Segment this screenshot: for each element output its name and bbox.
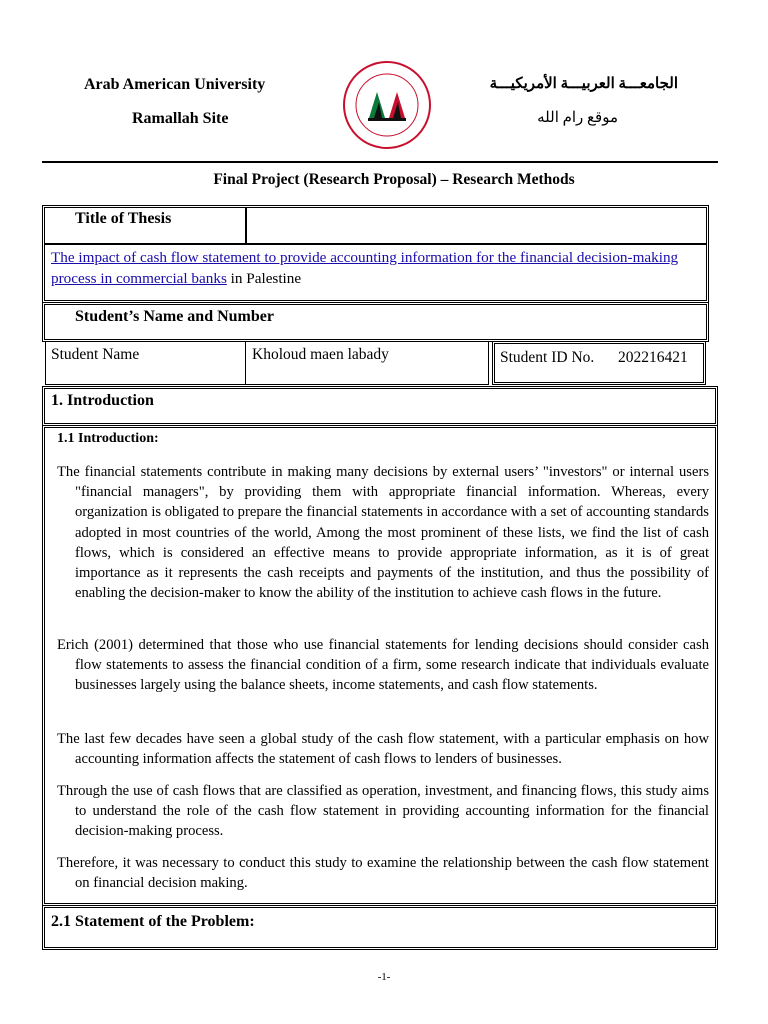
- thesis-label: Title of Thesis: [75, 210, 172, 227]
- introduction-subheading: 1.1 Introduction:: [57, 431, 159, 446]
- intro-paragraph-2: Erich (2001) determined that those who use financial statements for lending decisions should consider cash flow statements to assess the financial condition of a firm, some research indicate that individuals evaluate businesses largely using the balance sheets, income statements, and cash flow statements.: [57, 637, 709, 694]
- project-title: Final Project (Research Proposal) – Research Methods: [213, 171, 575, 188]
- intro-paragraph-1: The financial statements contribute in making many decisions by external users’ "investors" or internal users "financial managers", by providing them with appropriate financial information. Whereas, every organization is obligated to prepare the financial statements in accordance with a set of accounting standards adopted in most countries of the world, Among the most prominent of these lists, we find the list of cash flows, which is considered an effective means to provide appropriate information, as it is of great importance as it represents the cash receipts and payments of the institution, and thus the possibility of enabling the decision-maker to know the ability of the institution to achieve cash flows in the future.: [57, 464, 709, 602]
- student-section-label: Student’s Name and Number: [75, 308, 274, 325]
- thesis-title-link[interactable]: The impact of cash flow statement to provide accounting information for the financial decision-making process in commercial banks: [51, 249, 679, 287]
- university-logo: [341, 60, 433, 150]
- site-name-ar: موقع رام الله: [537, 110, 618, 126]
- student-id-label: Student ID No.: [500, 349, 595, 366]
- intro-paragraph-4: Through the use of cash flows that are classified as operation, investment, and financing flows, this study aims to understand the role of the cash flow statement in providing accounting information for the financial decision-making process.: [57, 783, 709, 840]
- intro-paragraph-3: The last few decades have seen a global study of the cash flow statement, with a particular emphasis on how accounting information affects the statement of cash flows to lenders of businesses.: [57, 731, 709, 768]
- student-name-value: Kholoud maen labady: [252, 346, 389, 363]
- thesis-title: [51, 247, 701, 289]
- university-seal-icon: [341, 60, 433, 150]
- site-name-en: Ramallah Site: [132, 110, 229, 127]
- university-name-en: Arab American University: [84, 76, 266, 93]
- problem-heading: 2.1 Statement of the Problem:: [51, 913, 255, 930]
- student-id-value: 202216421: [618, 349, 688, 366]
- page-number: -1-: [377, 971, 391, 983]
- intro-paragraph-5: Therefore, it was necessary to conduct this study to examine the relationship between the cash flow statement on financial decision making.: [57, 855, 709, 892]
- student-name-label: Student Name: [51, 346, 140, 363]
- thesis-label-divider: [245, 208, 247, 243]
- university-name-ar: الجامعـــة العربيـــة الأمريكيـــة: [489, 76, 678, 92]
- introduction-heading: 1. Introduction: [51, 392, 154, 409]
- header-divider: [42, 161, 718, 163]
- thesis-row-divider: [45, 243, 706, 245]
- thesis-title-rest: in Palestine: [226, 270, 302, 287]
